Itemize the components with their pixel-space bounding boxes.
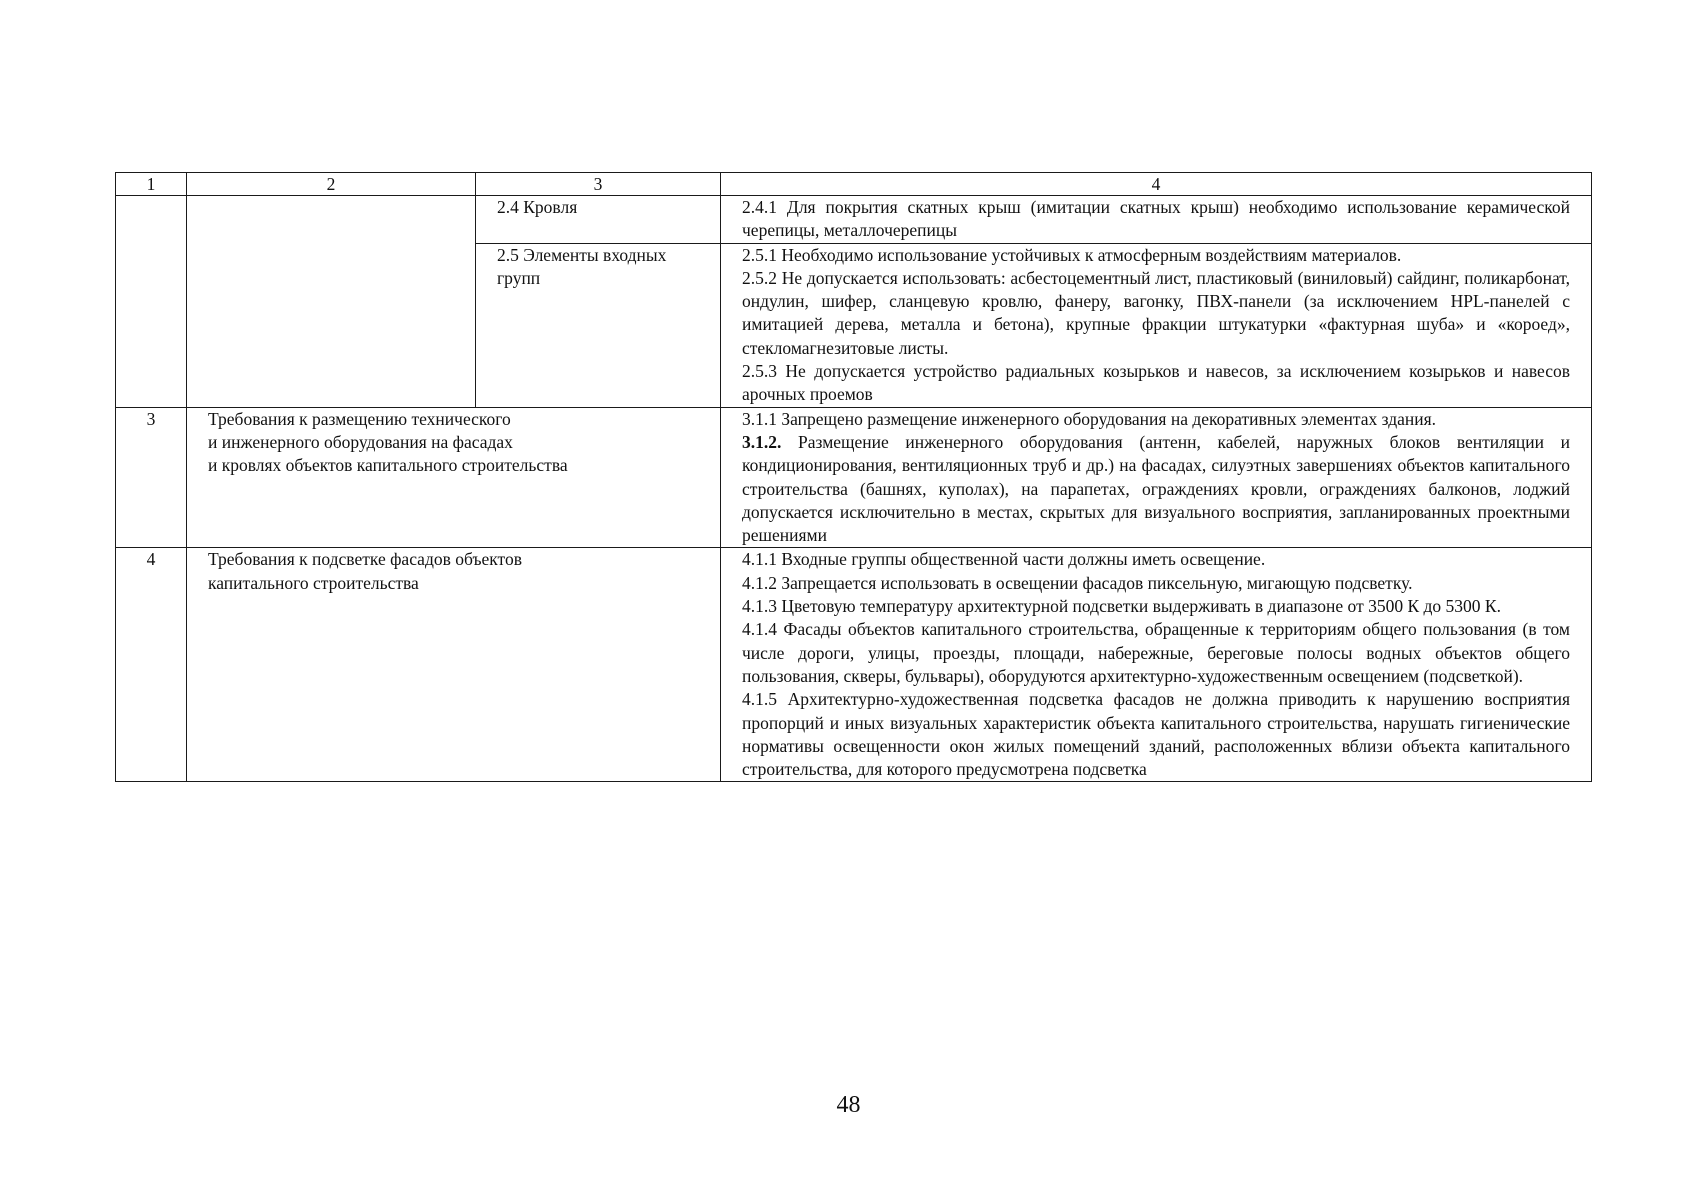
row3-title-line: и инженерного оборудования на фасадах — [208, 431, 513, 452]
requirement-3-1-2-text: Размещение инженерного оборудования (антенн, кабелей, наружных блоков вентиляции и кондиционирования, вентиляционных труб и др.) на фасадах, силуэтных завершениях объектов капитального строительства (башнях, куполах), на парапетах, ограждениях кровли, ограждениях балконов, лоджий допускается исключительно в местах, скрытых для визуального восприятия, запланированных проектными решениями — [742, 431, 1571, 546]
requirement-3-1-2 — [742, 431, 1570, 547]
row3-title-line: и кровлях объектов капитального строительства — [208, 455, 568, 476]
table-row-4 — [116, 548, 1592, 782]
page-number: 48 — [836, 1092, 861, 1118]
entrance-label: 2.5 Элементы входных групп — [476, 243, 721, 407]
row4-title-line: капитального строительства — [208, 572, 419, 593]
header-col-4: 4 — [721, 173, 1592, 196]
requirement-4-1-1: 4.1.1 Входные группы общественной части должны иметь освещение. — [742, 549, 1266, 570]
table-header-row — [116, 173, 1592, 196]
requirement-4-1-3: 4.1.3 Цветовую температуру архитектурной подсветки выдерживать в диапазоне от 3500 К до 5300 К. — [742, 596, 1501, 617]
requirements-table — [115, 172, 1592, 782]
requirement-4-1-4: 4.1.4 Фасады объектов капитального строительства, обращенные к территориям общего пользования (в том числе дороги, улицы, проезды, площади, набережные, береговые полосы водных объектов общего пользования, скверы, бульвары), оборудуются архитектурно-художественным освещением (подсветкой). — [742, 619, 1570, 686]
requirement-2-5-3: 2.5.3 Не допускается устройство радиальных козырьков и навесов, за исключением козырьков и навесов арочных проемов — [742, 361, 1570, 405]
requirement-2-4-1: 2.4.1 Для покрытия скатных крыш (имитации скатных крыш) необходимо использование керамической черепицы, металлочерепицы — [742, 197, 1570, 241]
requirement-2-5-1: 2.5.1 Необходимо использование устойчивых к атмосферным воздействиям материалов. — [742, 244, 1402, 265]
requirement-3-1-1: 3.1.1 Запрещено размещение инженерного оборудования на декоративных элементах здания. — [742, 408, 1437, 429]
roof-requirements-cell — [721, 196, 1592, 244]
row2-number-cell — [116, 196, 187, 408]
row4-title-line: Требования к подсветке фасадов объектов — [208, 549, 522, 570]
row3-number: 3 — [116, 407, 187, 548]
row4-requirements-cell — [721, 548, 1592, 782]
row3-title-line: Требования к размещению технического — [208, 408, 511, 429]
row2-title-cell — [187, 196, 476, 408]
row3-requirements-cell — [721, 407, 1592, 548]
roof-label: 2.4 Кровля — [476, 196, 721, 244]
table-row-roof — [116, 196, 1592, 244]
requirement-4-1-2: 4.1.2 Запрещается использовать в освещении фасадов пиксельную, мигающую подсветку. — [742, 572, 1413, 593]
header-col-3: 3 — [476, 173, 721, 196]
requirement-3-1-2-code: 3.1.2. — [742, 431, 782, 452]
table-row-3 — [116, 407, 1592, 548]
header-col-2: 2 — [187, 173, 476, 196]
row4-title — [187, 548, 721, 782]
header-col-1: 1 — [116, 173, 187, 196]
entrance-requirements-cell — [721, 243, 1592, 407]
requirement-2-5-2: 2.5.2 Не допускается использовать: асбестоцементный лист, пластиковый (виниловый) сайдинг, поликарбонат, ондулин, шифер, сланцевую кровлю, фанеру, вагонку, ПВХ-панели (за исключением HPL-панелей с имитацией дерева, металла и бетона), крупные фракции штукатурки «фактурная шуба» и «короед», стекломагнезитовые листы. — [742, 267, 1570, 358]
requirement-4-1-5: 4.1.5 Архитектурно-художественная подсветка фасадов не должна приводить к нарушению восприятия пропорций и иных визуальных характеристик объекта капитального строительства, нарушать гигиенические нормативы освещенности окон жилых помещений зданий, расположенных вблизи объекта капитального строительства, для которого предусмотрена подсветка — [742, 689, 1570, 780]
row4-number: 4 — [116, 548, 187, 782]
row3-title — [187, 407, 721, 548]
